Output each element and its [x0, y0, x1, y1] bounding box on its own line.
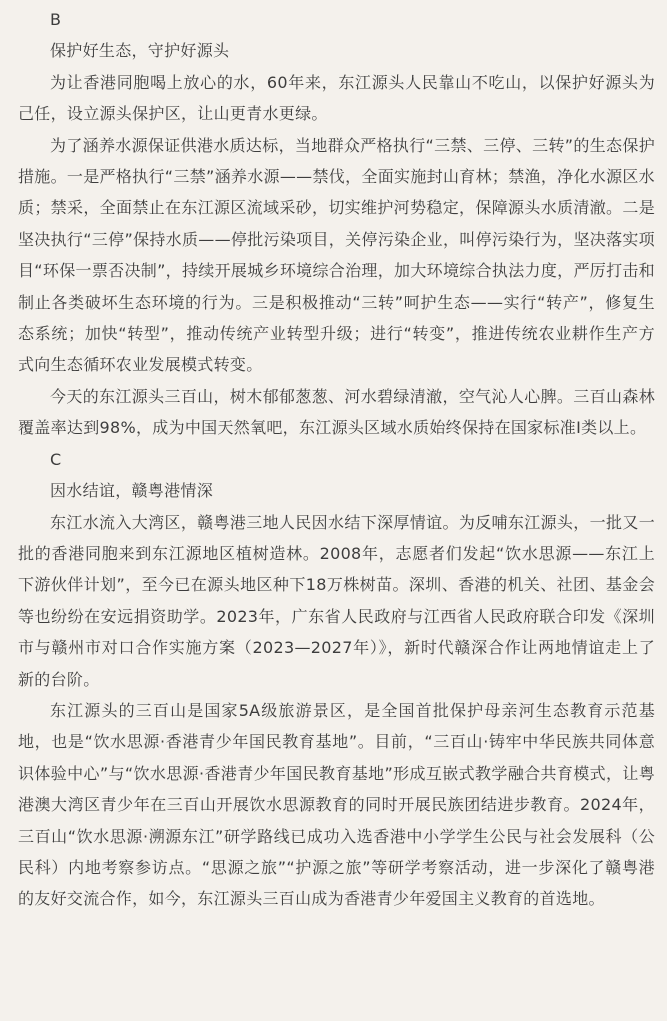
section-b-letter: B [50, 10, 62, 29]
section-c-heading: 因水结谊，赣粤港情深 [50, 481, 214, 501]
section-b-paragraph-2: 为了涵养水源保证供港水质达标，当地群众严格执行“三禁、三停、三转”的生态保护措施。一是严格执行“三禁”涵养水源——禁伐，全面实施封山育林；禁渔，净化水源区水质；禁采，全面禁止在东江源区流域采砂，切实维护河势稳定，保障源头水质清澈。二是坚决执行“三停”保持水质——停批污染项目，关停污染企业，叫停污染行为，坚决落实项目“环保一票否决制”，持续开展城乡环境综合治理，加大环境综合执法力度，严厉打击和制止各类破坏生态环境的行为。三是积极推动“三转”呵护生态——实行“转产”，修复生态系统；加快“转型”，推动传统产业转型升级；进行“转变”，推进传统农业耕作生产方式向生态循环农业发展模式转变。 [18, 135, 655, 375]
section-c-paragraph-2: 东江源头的三百山是国家5A级旅游景区，是全国首批保护母亲河生态教育示范基地，也是“饮水思源·香港青少年国民教育基地”。目前，“三百山·铸牢中华民族共同体意识体验中心”与“饮水思源·香港青少年国民教育基地”形成互嵌式教学融合共育模式，让粤港澳大湾区青少年在三百山开展饮水思源教育的同时开展民族团结进步教育。2024年，三百山“饮水思源·溯源东江”研学路线已成功入选香港中小学学生公民与社会发展科（公民科）内地考察参访点。“思源之旅”“护源之旅”等研学考察活动，进一步深化了赣粤港的友好交流合作，如今，东江源头三百山成为香港青少年爱国主义教育的首选地。 [18, 700, 655, 909]
section-c-letter: C [50, 449, 62, 469]
section-b-heading: 保护好生态，守护好源头 [50, 41, 230, 61]
section-b-paragraph-1: 为让香港同胞喝上放心的水，60年来，东江源头人民靠山不吃山，以保护好源头为己任，设立源头保护区，让山更青水更绿。 [18, 72, 655, 124]
section-b-paragraph-3: 今天的东江源头三百山，树木郁郁葱葱、河水碧绿清澈，空气沁人心脾。三百山森林覆盖率达到98%，成为中国天然氧吧，东江源头区域水质始终保持在国家标准Ⅰ类以上。 [18, 386, 655, 438]
section-c-paragraph-1: 东江水流入大湾区，赣粤港三地人民因水结下深厚情谊。为反哺东江源头，一批又一批的香港同胞来到东江源地区植树造林。2008年，志愿者们发起“饮水思源——东江上下游伙伴计划”，至今已在源头地区种下18万株树苗。深圳、香港的机关、社团、基金会等也纷纷在安远捐资助学。2023年，广东省人民政府与江西省人民政府联合印发《深圳市与赣州市对口合作实施方案（2023—2027年）》，新时代赣深合作让两地情谊走上了新的台阶。 [18, 512, 655, 689]
